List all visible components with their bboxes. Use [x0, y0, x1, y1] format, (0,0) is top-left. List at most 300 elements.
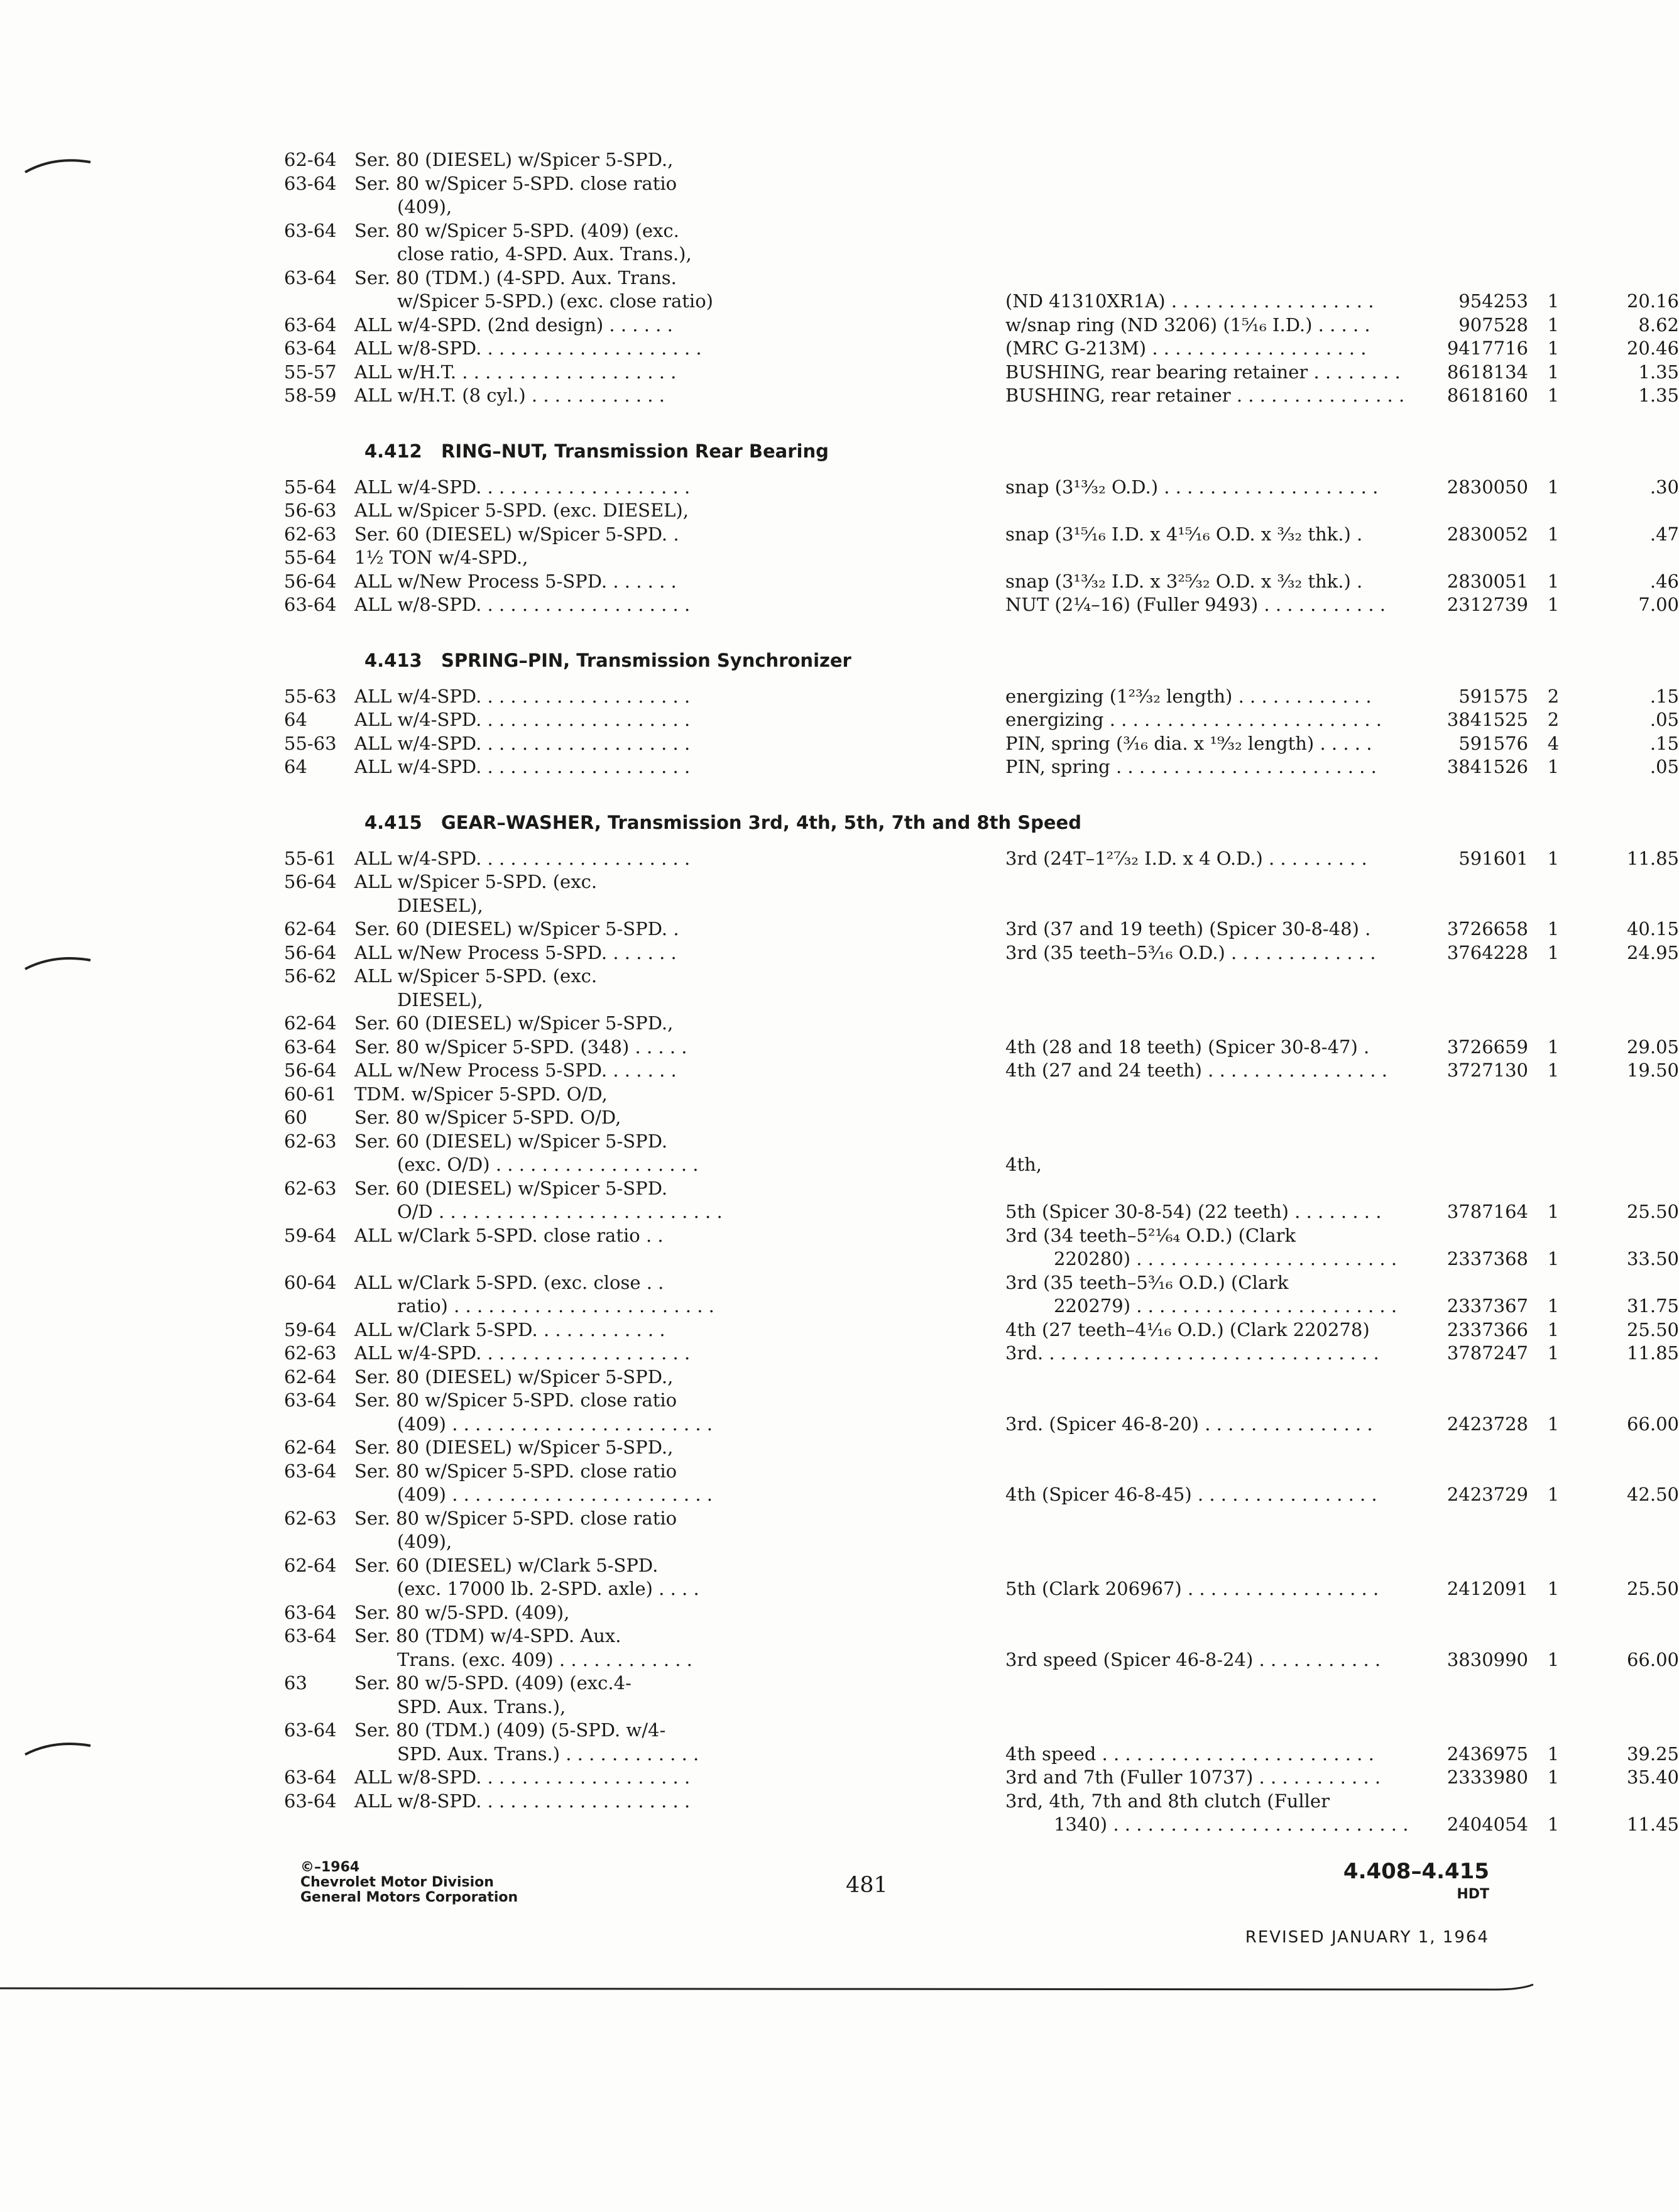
model-years: 63-64: [284, 314, 337, 336]
copyright-year: ©–1964: [300, 1859, 360, 1875]
table-row: [284, 546, 1509, 570]
model-years: 60: [284, 1107, 307, 1128]
part-description: w/snap ring (ND 3206) (1⁵⁄₁₆ I.D.) . . . . .: [1005, 314, 1370, 336]
part-number: 2312739: [1447, 594, 1528, 615]
part-number: 2830050: [1447, 476, 1528, 498]
table-row: [284, 361, 1679, 385]
quantity: 1: [1547, 1248, 1560, 1269]
part-number: 2423729: [1447, 1484, 1528, 1505]
table-row: [284, 476, 1679, 500]
table-row: [284, 870, 1509, 894]
table-row: [284, 894, 1509, 918]
table-row: [284, 708, 1679, 732]
quantity: 1: [1547, 1648, 1560, 1670]
section-number: 4.415: [364, 811, 422, 833]
part-description: 4th (27 and 24 teeth) . . . . . . . . . . . . . . . .: [1005, 1059, 1387, 1081]
price: .05: [1649, 756, 1679, 777]
model-years: 59-64: [284, 1318, 337, 1340]
parts-list: [284, 148, 1679, 1837]
quantity: 1: [1547, 1318, 1560, 1340]
application-description: ALL w/Clark 5-SPD. . . . . . . . . . . .: [354, 1318, 665, 1340]
table-row: [284, 290, 1679, 314]
price: 39.25: [1626, 1743, 1679, 1765]
application-description: w/Spicer 5-SPD.) (exc. close ratio): [397, 290, 713, 312]
part-number: 954253: [1458, 290, 1528, 312]
part-number: 591601: [1458, 847, 1528, 869]
table-row: [284, 1083, 1509, 1107]
price: 11.85: [1626, 847, 1679, 869]
table-row: [284, 148, 1509, 172]
part-number: 3841525: [1447, 709, 1528, 730]
application-description: ALL w/Spicer 5-SPD. (exc. DIESEL),: [354, 500, 689, 521]
section-range: 4.408–4.415: [1343, 1859, 1489, 1884]
model-years: 63-64: [284, 266, 337, 288]
part-number: 3727130: [1447, 1059, 1528, 1081]
quantity: 2: [1547, 709, 1560, 730]
application-description: Ser. 60 (DIESEL) w/Spicer 5-SPD. .: [354, 918, 679, 939]
table-row: [284, 1106, 1509, 1130]
part-description: 220280) . . . . . . . . . . . . . . . . . . . . . . .: [1054, 1248, 1397, 1269]
model-years: 62-63: [284, 1130, 337, 1152]
model-years: 55-57: [284, 361, 337, 383]
part-description: 4th (28 and 18 teeth) (Spicer 30-8-47) .: [1005, 1036, 1370, 1058]
part-number: 2333980: [1447, 1766, 1528, 1788]
application-description: ALL w/4-SPD. . . . . . . . . . . . . . . . . . .: [354, 732, 691, 754]
application-description: close ratio, 4-SPD. Aux. Trans.),: [397, 243, 692, 265]
model-years: 63-64: [284, 172, 337, 194]
model-years: 62-63: [284, 1507, 337, 1529]
price: 35.40: [1626, 1766, 1679, 1788]
table-row: [284, 1389, 1509, 1413]
model-years: 55-64: [284, 547, 337, 568]
application-description: Ser. 80 (TDM) w/4-SPD. Aux.: [354, 1625, 621, 1646]
section-gap: [284, 617, 1509, 636]
application-description: ALL w/4-SPD. . . . . . . . . . . . . . . . . . .: [354, 756, 691, 777]
table-row: [284, 1766, 1679, 1790]
table-row: [284, 314, 1679, 337]
part-description: 3rd (35 teeth–5³⁄₁₆ O.D.) . . . . . . . . . . . . .: [1005, 941, 1376, 963]
application-description: O/D . . . . . . . . . . . . . . . . . . . . . . . . .: [397, 1201, 723, 1222]
part-description: 3rd and 7th (Fuller 10737) . . . . . . . . . . .: [1005, 1766, 1381, 1788]
part-number: 2412091: [1447, 1578, 1528, 1599]
quantity: 1: [1547, 361, 1560, 383]
application-description: (exc. O/D) . . . . . . . . . . . . . . . . . .: [397, 1154, 699, 1175]
section-heading: [284, 798, 1509, 847]
table-row: [284, 172, 1509, 196]
application-description: Ser. 80 w/Spicer 5-SPD. close ratio: [354, 1507, 677, 1529]
section-title: GEAR–WASHER, Transmission 3rd, 4th, 5th, 7th and 8th Speed: [441, 811, 1081, 833]
application-description: ALL w/H.T. . . . . . . . . . . . . . . . . . . .: [354, 361, 677, 383]
model-years: 64: [284, 709, 307, 730]
part-number: 8618134: [1447, 361, 1528, 383]
model-years: 55-63: [284, 685, 337, 707]
price: 11.45: [1626, 1814, 1679, 1835]
copyright-block: [300, 1860, 518, 1905]
application-description: Ser. 80 w/Spicer 5-SPD. close ratio: [354, 172, 677, 194]
part-description: 3rd (34 teeth–5²¹⁄₆₄ O.D.) (Clark: [1005, 1224, 1296, 1246]
section-title: SPRING–PIN, Transmission Synchronizer: [441, 649, 851, 671]
part-number: 2830051: [1447, 570, 1528, 592]
quantity: 1: [1547, 847, 1560, 869]
copyright-division: Chevrolet Motor Division: [300, 1875, 494, 1890]
table-row: [284, 965, 1509, 988]
model-years: 56-64: [284, 871, 337, 892]
quantity: 1: [1547, 1743, 1560, 1765]
part-description: 5th (Spicer 30-8-54) (22 teeth) . . . . . . . .: [1005, 1201, 1382, 1222]
application-description: Ser. 80 w/Spicer 5-SPD. close ratio: [354, 1460, 677, 1482]
table-row: [284, 266, 1509, 290]
price: .47: [1649, 523, 1679, 545]
model-years: 62-63: [284, 523, 337, 545]
part-description: 4th,: [1005, 1154, 1042, 1175]
model-years: 60-61: [284, 1083, 337, 1105]
price: 1.35: [1638, 361, 1679, 383]
application-description: ALL w/H.T. (8 cyl.) . . . . . . . . . . . .: [354, 385, 665, 406]
model-years: 60-64: [284, 1271, 337, 1293]
quantity: 4: [1547, 732, 1560, 754]
table-row: [284, 1059, 1679, 1083]
part-number: 2436975: [1447, 1743, 1528, 1765]
table-row: [284, 1153, 1509, 1177]
table-row: [284, 1460, 1509, 1484]
quantity: 1: [1547, 918, 1560, 939]
part-description: 3rd, 4th, 7th and 8th clutch (Fuller: [1005, 1790, 1330, 1812]
application-description: (409),: [397, 1531, 452, 1552]
revised-date: REVISED JANUARY 1, 1964: [1245, 1928, 1489, 1947]
application-description: ratio) . . . . . . . . . . . . . . . . . . . . . . .: [397, 1295, 714, 1317]
price: 66.00: [1626, 1648, 1679, 1670]
model-years: 62-63: [284, 1177, 337, 1199]
application-description: Ser. 60 (DIESEL) w/Spicer 5-SPD.: [354, 1177, 668, 1199]
quantity: 1: [1547, 385, 1560, 406]
part-description: energizing . . . . . . . . . . . . . . . . . . . . . . . .: [1005, 709, 1382, 730]
application-description: Ser. 60 (DIESEL) w/Spicer 5-SPD. .: [354, 523, 679, 545]
application-description: (exc. 17000 lb. 2-SPD. axle) . . . .: [397, 1578, 699, 1599]
table-row: [284, 1719, 1509, 1743]
table-row: [284, 1342, 1679, 1366]
quantity: 1: [1547, 290, 1560, 312]
part-description: 4th speed . . . . . . . . . . . . . . . . . . . . . . . .: [1005, 1743, 1374, 1765]
quantity: 1: [1547, 1578, 1560, 1599]
punch-mark-icon: [23, 950, 104, 975]
part-number: 591576: [1458, 732, 1528, 754]
quantity: 1: [1547, 1295, 1560, 1317]
part-description: BUSHING, rear bearing retainer . . . . . . . .: [1005, 361, 1401, 383]
table-row: [284, 1530, 1509, 1554]
application-description: 1½ TON w/4-SPD.,: [354, 547, 528, 568]
table-row: [284, 1177, 1509, 1201]
price: 25.50: [1626, 1578, 1679, 1599]
page-number: 481: [846, 1873, 888, 1898]
application-description: ALL w/New Process 5-SPD. . . . . . .: [354, 1059, 677, 1081]
price: .30: [1649, 476, 1679, 498]
price: 25.50: [1626, 1318, 1679, 1340]
quantity: 2: [1547, 685, 1560, 707]
table-row: [284, 1036, 1679, 1059]
application-description: Ser. 60 (DIESEL) w/Spicer 5-SPD.: [354, 1130, 668, 1152]
model-years: 62-64: [284, 1366, 337, 1388]
quantity: 1: [1547, 941, 1560, 963]
table-row: [284, 732, 1679, 756]
model-years: 55-64: [284, 476, 337, 498]
model-years: 63-64: [284, 1036, 337, 1058]
application-description: ALL w/8-SPD. . . . . . . . . . . . . . . . . . .: [354, 594, 691, 615]
price: .05: [1649, 709, 1679, 730]
section-gap: [284, 779, 1509, 798]
part-number: 3764228: [1447, 941, 1528, 963]
quantity: 1: [1547, 523, 1560, 545]
table-row: [284, 1247, 1679, 1271]
model-years: 63-64: [284, 1719, 337, 1741]
part-description: energizing (1²³⁄₃₂ length) . . . . . . . . . . . .: [1005, 685, 1372, 707]
table-row: [284, 1012, 1509, 1036]
quantity: 1: [1547, 1059, 1560, 1081]
section-number: 4.413: [364, 649, 422, 671]
application-description: Trans. (exc. 409) . . . . . . . . . . . .: [397, 1648, 692, 1670]
quantity: 1: [1547, 570, 1560, 592]
price: 24.95: [1626, 941, 1679, 963]
application-description: ALL w/4-SPD. . . . . . . . . . . . . . . . . . .: [354, 685, 691, 707]
application-description: ALL w/New Process 5-SPD. . . . . . .: [354, 570, 677, 592]
table-row: [284, 1672, 1509, 1695]
part-number: 3726659: [1447, 1036, 1528, 1058]
model-years: 63-64: [284, 1460, 337, 1482]
table-row: [284, 499, 1509, 523]
table-row: [284, 755, 1679, 779]
price: 25.50: [1626, 1201, 1679, 1222]
part-description: 4th (27 teeth–4¹⁄₁₆ O.D.) (Clark 220278): [1005, 1318, 1370, 1340]
part-number: 3830990: [1447, 1648, 1528, 1670]
model-years: 63-64: [284, 1601, 337, 1623]
part-description: 3rd (37 and 19 teeth) (Spicer 30-8-48) .: [1005, 918, 1371, 939]
table-row: [284, 1366, 1509, 1389]
part-number: 3841526: [1447, 756, 1528, 777]
quantity: 1: [1547, 1342, 1560, 1364]
model-years: 62-64: [284, 1012, 337, 1034]
application-description: Ser. 60 (DIESEL) w/Clark 5-SPD.: [354, 1554, 659, 1576]
quantity: 1: [1547, 1766, 1560, 1788]
application-description: ALL w/Spicer 5-SPD. (exc.: [354, 965, 598, 987]
table-row: [284, 847, 1679, 871]
price: 19.50: [1626, 1059, 1679, 1081]
price: .15: [1649, 685, 1679, 707]
application-description: SPD. Aux. Trans.),: [397, 1695, 566, 1717]
model-years: 63-64: [284, 219, 337, 241]
price: 42.50: [1626, 1484, 1679, 1505]
model-years: 56-62: [284, 965, 337, 987]
copyright-corporation: General Motors Corporation: [300, 1890, 518, 1905]
quantity: 1: [1547, 476, 1560, 498]
quantity: 1: [1547, 756, 1560, 777]
quantity: 1: [1547, 337, 1560, 359]
quantity: 1: [1547, 1201, 1560, 1222]
section-heading: [284, 636, 1509, 685]
quantity: 1: [1547, 594, 1560, 615]
application-description: ALL w/8-SPD. . . . . . . . . . . . . . . . . . .: [354, 1766, 691, 1788]
table-row: [284, 988, 1509, 1012]
part-description: 220279) . . . . . . . . . . . . . . . . . . . . . . .: [1054, 1295, 1397, 1317]
table-row: [284, 1743, 1679, 1766]
table-row: [284, 243, 1509, 266]
table-row: [284, 570, 1679, 594]
model-years: 56-64: [284, 1059, 337, 1081]
application-description: (409) . . . . . . . . . . . . . . . . . . . . . . .: [397, 1413, 713, 1435]
price: 40.15: [1626, 918, 1679, 939]
application-description: Ser. 80 (TDM.) (4-SPD. Aux. Trans.: [354, 266, 677, 288]
table-row: [284, 1624, 1509, 1648]
application-description: Ser. 60 (DIESEL) w/Spicer 5-SPD.,: [354, 1012, 674, 1034]
model-years: 59-64: [284, 1224, 337, 1246]
part-number: 907528: [1458, 314, 1528, 336]
table-row: [284, 1577, 1679, 1601]
part-number: 2337366: [1447, 1318, 1528, 1340]
application-description: Ser. 80 (DIESEL) w/Spicer 5-SPD.,: [354, 1366, 674, 1388]
table-row: [284, 1695, 1509, 1719]
price: 20.46: [1626, 337, 1679, 359]
price: 11.85: [1626, 1342, 1679, 1364]
table-row: [284, 917, 1679, 941]
application-description: ALL w/4-SPD. . . . . . . . . . . . . . . . . . .: [354, 476, 691, 498]
quantity: 1: [1547, 314, 1560, 336]
part-number: 3787247: [1447, 1342, 1528, 1364]
quantity: 1: [1547, 1484, 1560, 1505]
part-number: 2830052: [1447, 523, 1528, 545]
application-description: ALL w/Clark 5-SPD. (exc. close . .: [354, 1271, 664, 1293]
quantity: 1: [1547, 1036, 1560, 1058]
quantity: 1: [1547, 1814, 1560, 1835]
model-years: 62-63: [284, 1342, 337, 1364]
application-description: Ser. 80 w/Spicer 5-SPD. close ratio: [354, 1389, 677, 1411]
punch-mark-icon: [23, 1736, 104, 1761]
model-years: 63-64: [284, 1766, 337, 1788]
application-description: ALL w/8-SPD. . . . . . . . . . . . . . . . . . . .: [354, 337, 702, 359]
part-description: BUSHING, rear retainer . . . . . . . . . . . . . . .: [1005, 385, 1405, 406]
part-number: 2423728: [1447, 1413, 1528, 1435]
table-row: [284, 1601, 1509, 1625]
application-description: ALL w/New Process 5-SPD. . . . . . .: [354, 941, 677, 963]
table-row: [284, 1813, 1679, 1837]
section-heading: [284, 427, 1509, 476]
application-description: (409) . . . . . . . . . . . . . . . . . . . . . . .: [397, 1484, 713, 1505]
section-gap: [284, 408, 1509, 427]
price: 66.00: [1626, 1413, 1679, 1435]
application-description: ALL w/Spicer 5-SPD. (exc.: [354, 871, 598, 892]
table-row: [284, 1507, 1509, 1531]
table-row: [284, 593, 1679, 617]
part-description: 3rd. (Spicer 46-8-20) . . . . . . . . . . . . . . .: [1005, 1413, 1373, 1435]
model-years: 56-64: [284, 570, 337, 592]
table-row: [284, 685, 1679, 709]
table-row: [284, 1436, 1509, 1460]
price: 33.50: [1626, 1248, 1679, 1269]
model-years: 62-64: [284, 1437, 337, 1458]
price: .46: [1649, 570, 1679, 592]
table-row: [284, 219, 1509, 243]
part-number: 2337368: [1447, 1248, 1528, 1269]
model-years: 56-64: [284, 941, 337, 963]
application-description: Ser. 80 (DIESEL) w/Spicer 5-SPD.,: [354, 149, 674, 170]
application-description: (409),: [397, 196, 452, 217]
application-description: ALL w/4-SPD. . . . . . . . . . . . . . . . . . .: [354, 847, 691, 869]
table-row: [284, 1483, 1679, 1507]
model-years: 63-64: [284, 1389, 337, 1411]
table-row: [284, 523, 1679, 547]
table-row: [284, 1648, 1679, 1672]
application-description: Ser. 80 w/Spicer 5-SPD. O/D,: [354, 1107, 621, 1128]
price: 8.62: [1638, 314, 1679, 336]
application-description: ALL w/4-SPD. . . . . . . . . . . . . . . . . . .: [354, 709, 691, 730]
model-years: 55-61: [284, 847, 337, 869]
price: 29.05: [1626, 1036, 1679, 1058]
price: 20.16: [1626, 290, 1679, 312]
part-description: PIN, spring (³⁄₁₆ dia. x ¹⁹⁄₃₂ length) . . . . .: [1005, 732, 1372, 754]
application-description: ALL w/Clark 5-SPD. close ratio . .: [354, 1224, 664, 1246]
table-row: [284, 337, 1679, 361]
price: .15: [1649, 732, 1679, 754]
part-number: 2337367: [1447, 1295, 1528, 1317]
model-years: 56-63: [284, 500, 337, 521]
model-years: 55-63: [284, 732, 337, 754]
part-description: NUT (2¼–16) (Fuller 9493) . . . . . . . . . . .: [1005, 594, 1386, 615]
model-years: 64: [284, 756, 307, 777]
part-description: snap (3¹³⁄₃₂ O.D.) . . . . . . . . . . . . . . . . . . .: [1005, 476, 1379, 498]
table-row: [284, 1130, 1509, 1154]
bottom-rule: [0, 1982, 1589, 2007]
part-number: 2404054: [1447, 1814, 1528, 1835]
price: 1.35: [1638, 385, 1679, 406]
application-description: Ser. 80 (DIESEL) w/Spicer 5-SPD.,: [354, 1437, 674, 1458]
part-number: 9417716: [1447, 337, 1528, 359]
part-number: 3787164: [1447, 1201, 1528, 1222]
table-row: [284, 1271, 1509, 1295]
price: 31.75: [1626, 1295, 1679, 1317]
model-years: 62-64: [284, 918, 337, 939]
table-row: [284, 1295, 1679, 1318]
part-description: 3rd (35 teeth–5³⁄₁₆ O.D.) (Clark: [1005, 1271, 1289, 1293]
application-description: DIESEL),: [397, 894, 483, 916]
application-description: Ser. 80 w/5-SPD. (409),: [354, 1601, 570, 1623]
table-row: [284, 1200, 1679, 1224]
model-years: 63: [284, 1672, 307, 1694]
table-row: [284, 195, 1509, 219]
part-description: snap (3¹³⁄₃₂ I.D. x 3²⁵⁄₃₂ O.D. x ³⁄₃₂ thk.) .: [1005, 570, 1363, 592]
application-description: DIESEL),: [397, 988, 483, 1010]
part-description: (MRC G-213M) . . . . . . . . . . . . . . . . . . .: [1005, 337, 1367, 359]
table-row: [284, 1318, 1679, 1342]
part-description: 3rd (24T–1²⁷⁄₃₂ I.D. x 4 O.D.) . . . . . . . . .: [1005, 847, 1367, 869]
punch-mark-icon: [23, 153, 104, 178]
model-years: 63-64: [284, 337, 337, 359]
model-years: 58-59: [284, 385, 337, 406]
application-description: Ser. 80 w/Spicer 5-SPD. (409) (exc.: [354, 219, 679, 241]
table-row: [284, 1224, 1509, 1248]
table-row: [284, 1413, 1679, 1437]
section-number: 4.412: [364, 440, 422, 462]
application-description: ALL w/8-SPD. . . . . . . . . . . . . . . . . . .: [354, 1790, 691, 1812]
table-row: [284, 941, 1679, 965]
part-description: snap (3¹⁵⁄₁₆ I.D. x 4¹⁵⁄₁₆ O.D. x ³⁄₃₂ thk.) .: [1005, 523, 1363, 545]
section-code: HDT: [1457, 1886, 1489, 1902]
application-description: Ser. 80 w/5-SPD. (409) (exc.4-: [354, 1672, 632, 1694]
application-description: Ser. 80 (TDM.) (409) (5-SPD. w/4-: [354, 1719, 666, 1741]
quantity: 1: [1547, 1413, 1560, 1435]
model-years: 62-64: [284, 149, 337, 170]
part-description: 4th (Spicer 46-8-45) . . . . . . . . . . . . . . . .: [1005, 1484, 1377, 1505]
model-years: 62-64: [284, 1554, 337, 1576]
model-years: 63-64: [284, 1625, 337, 1646]
application-description: SPD. Aux. Trans.) . . . . . . . . . . . .: [397, 1743, 699, 1765]
part-description: PIN, spring . . . . . . . . . . . . . . . . . . . . . . .: [1005, 756, 1377, 777]
